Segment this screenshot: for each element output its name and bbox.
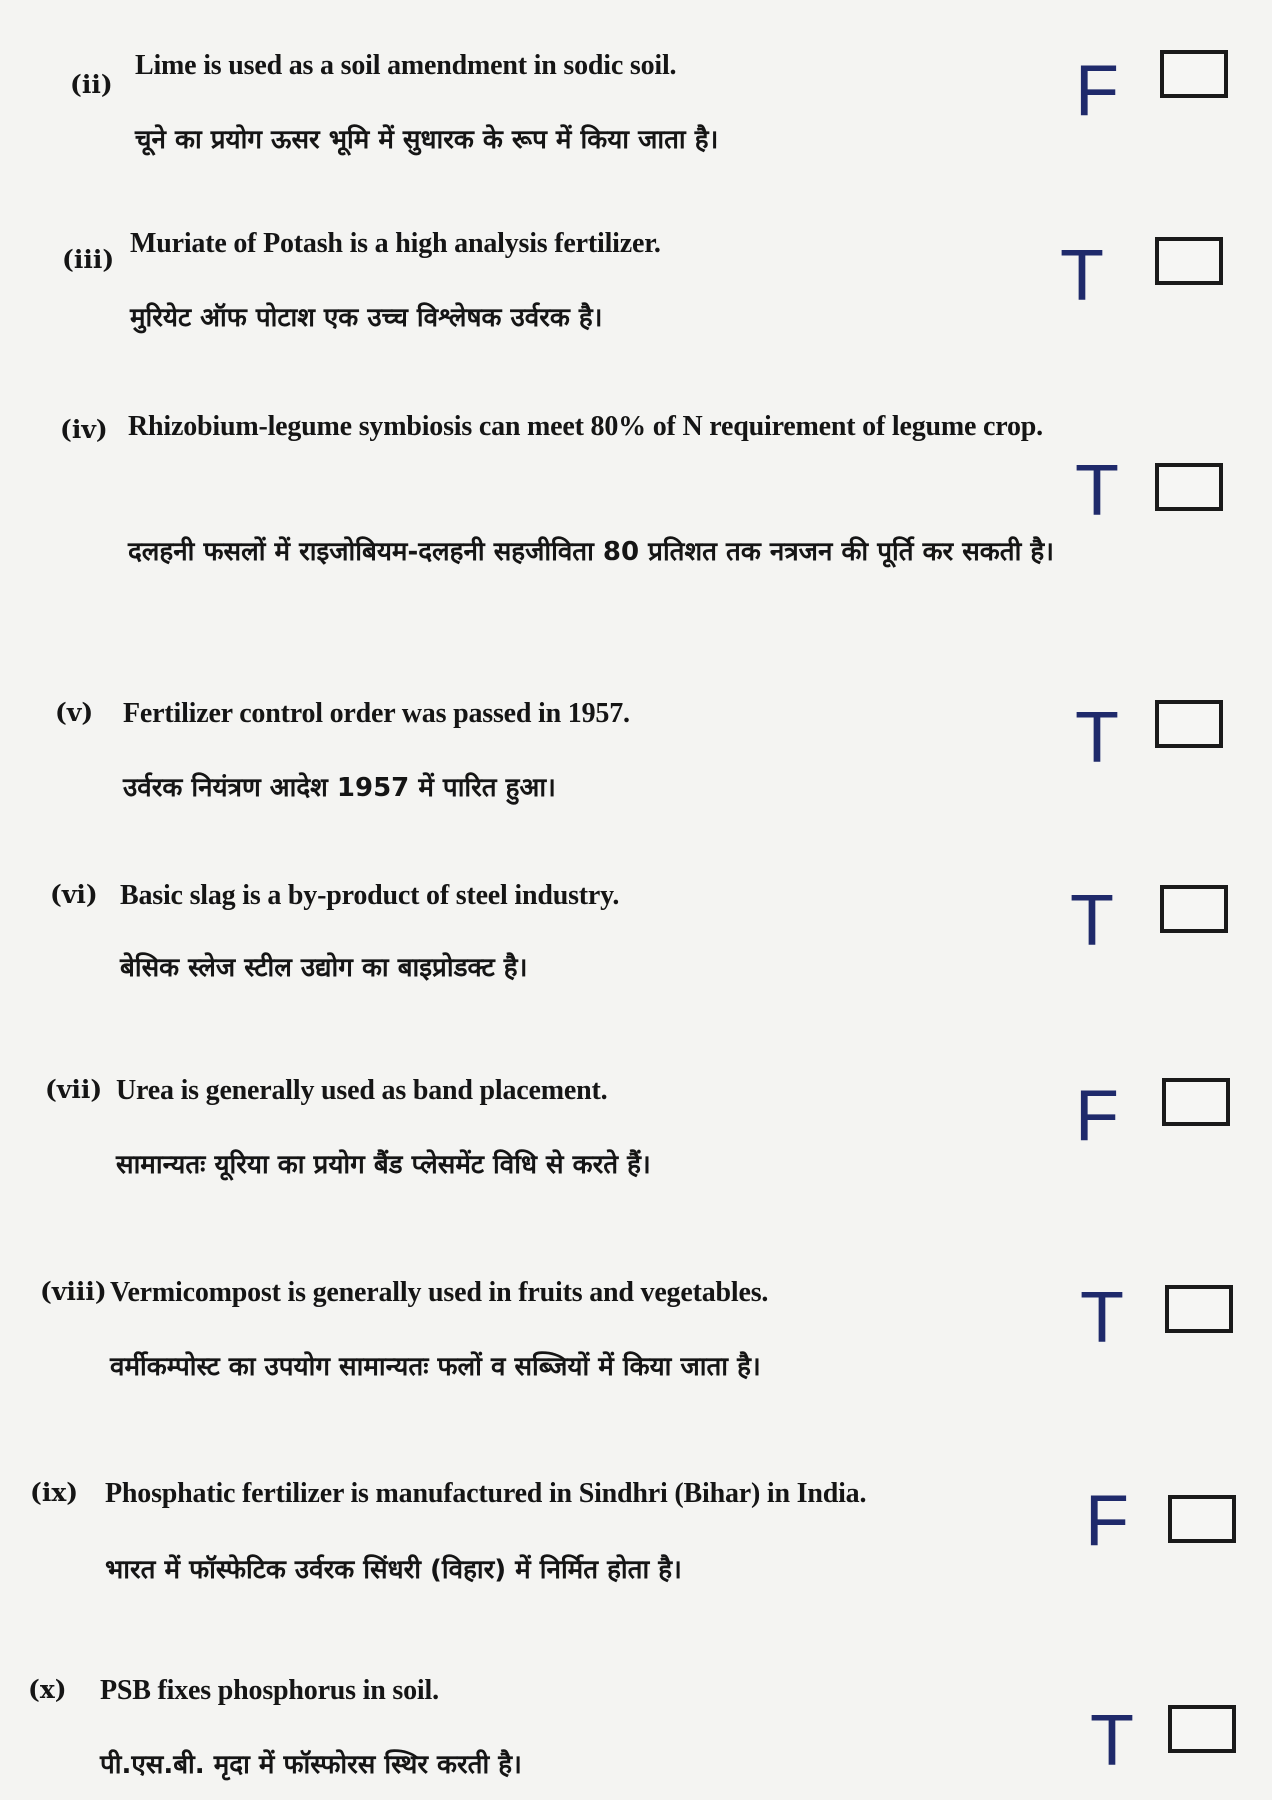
answer-box[interactable] xyxy=(1160,885,1228,933)
question-number: (ii) xyxy=(70,70,113,99)
question-number: (viii) xyxy=(40,1277,107,1306)
answer-box[interactable] xyxy=(1168,1705,1236,1753)
question-english: Phosphatic fertilizer is manufactured in Sindhri (Bihar) in India. xyxy=(105,1478,867,1509)
question-english: Basic slag is a by-product of steel industry. xyxy=(120,880,620,911)
handwritten-answer: T xyxy=(1075,698,1119,778)
question-hindi: बेसिक स्लेज स्टील उद्योग का बाइप्रोडक्ट है। xyxy=(120,953,528,983)
question-hindi: मुरियेट ऑफ पोटाश एक उच्च विश्लेषक उर्वरक है। xyxy=(130,303,603,333)
answer-box[interactable] xyxy=(1165,1285,1233,1333)
question-english: Muriate of Potash is a high analysis fertilizer. xyxy=(130,228,661,259)
handwritten-answer: T xyxy=(1060,236,1104,316)
question-english: Fertilizer control order was passed in 1957. xyxy=(123,698,630,729)
handwritten-answer: T xyxy=(1080,1278,1124,1358)
question-number: (ix) xyxy=(30,1478,79,1507)
question-hindi: सामान्यतः यूरिया का प्रयोग बैंड प्लेसमेंट विधि से करते हैं। xyxy=(116,1150,651,1180)
question-hindi: उर्वरक नियंत्रण आदेश 1957 में पारित हुआ। xyxy=(123,773,556,803)
question-number: (vii) xyxy=(45,1075,103,1104)
question-number: (iii) xyxy=(62,245,115,274)
handwritten-answer: T xyxy=(1070,881,1114,961)
question-english: Urea is generally used as band placement. xyxy=(116,1075,608,1106)
question-hindi: दलहनी फसलों में राइजोबियम-दलहनी सहजीविता 80 प्रतिशत तक नत्रजन की पूर्ति कर सकती है। xyxy=(128,537,1055,567)
question-english: Vermicompost is generally used in fruits and vegetables. xyxy=(110,1277,769,1308)
question-number: (v) xyxy=(55,698,94,727)
question-hindi: पी.एस.बी. मृदा में फॉस्फोरस स्थिर करती है। xyxy=(100,1750,522,1780)
answer-box[interactable] xyxy=(1168,1495,1236,1543)
question-hindi: चूने का प्रयोग ऊसर भूमि में सुधारक के रूप में किया जाता है। xyxy=(135,125,719,155)
answer-box[interactable] xyxy=(1160,50,1228,98)
question-number: (vi) xyxy=(50,880,98,909)
answer-box[interactable] xyxy=(1155,237,1223,285)
question-english: Lime is used as a soil amendment in sodic soil. xyxy=(135,50,677,81)
answer-box[interactable] xyxy=(1155,700,1223,748)
answer-box[interactable] xyxy=(1162,1078,1230,1126)
handwritten-answer: T xyxy=(1090,1701,1134,1781)
handwritten-answer: T xyxy=(1075,451,1119,531)
handwritten-answer: F xyxy=(1085,1481,1129,1561)
answer-box[interactable] xyxy=(1155,463,1223,511)
question-hindi: भारत में फॉस्फेटिक उर्वरक सिंधरी (विहार) में निर्मित होता है। xyxy=(105,1555,682,1585)
handwritten-answer: F xyxy=(1075,1076,1119,1156)
question-number: (iv) xyxy=(60,415,108,444)
handwritten-answer: F xyxy=(1075,51,1119,131)
question-hindi: वर्मीकम्पोस्ट का उपयोग सामान्यतः फलों व सब्जियों में किया जाता है। xyxy=(110,1352,761,1382)
question-english: Rhizobium-legume symbiosis can meet 80% of N requirement of legume crop. xyxy=(128,411,1043,442)
question-english: PSB fixes phosphorus in soil. xyxy=(100,1675,439,1706)
question-number: (x) xyxy=(28,1675,67,1704)
